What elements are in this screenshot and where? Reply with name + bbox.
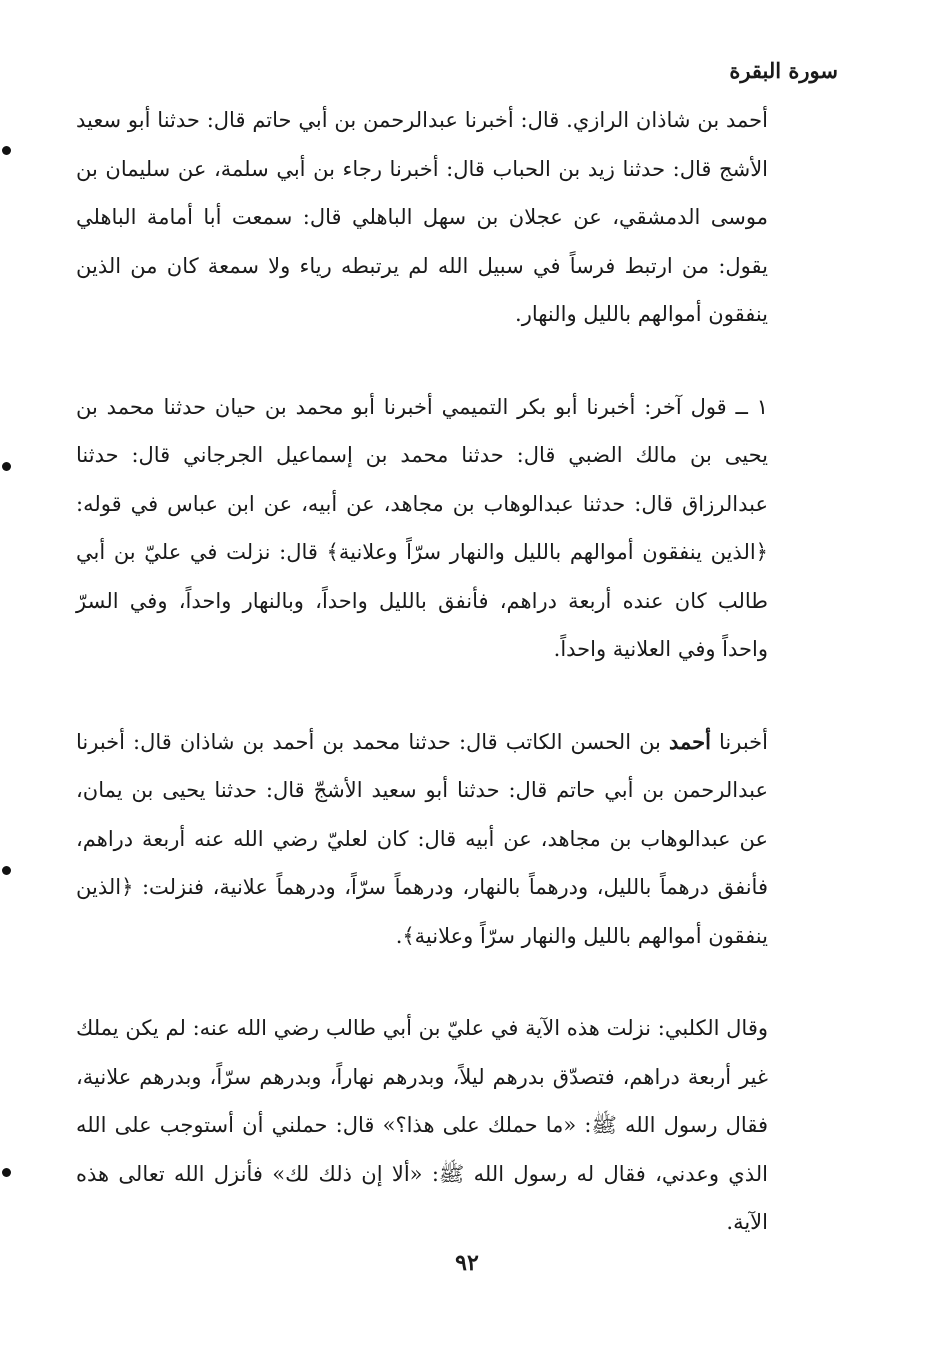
paragraph-2: ١ ــ قول آخر: أخبرنا أبو بكر التميمي أخبرنا أبو محمد بن حيان حدثنا محمد بن يحيى بن مالك الضبي قال: حدثنا محمد بن إسماعيل الجرجاني قال: حدثنا عبدالرزاق قال: حدثنا عبدالوهاب بن مجاهد، عن أبيه، عن ابن عباس في قوله: ﴿الذين ينفقون أموالهم بالليل والنهار سرّاً وعلانية﴾ قال: نزلت في عليّ بن أبي طالب كان عنده أربعة دراهم، فأنفق بالليل واحداً، وبالنهار واحداً، وفي السرّ واحداً وفي العلانية واحداً. (76, 394, 768, 661)
paragraph-3-lead: أخبرنا (719, 729, 768, 754)
page-number: ٩٢ (455, 1250, 479, 1276)
paragraph-4: وقال الكلبي: نزلت هذه الآية في عليّ بن أبي طالب رضي الله عنه: لم يكن يملك غير أربعة دراهم، فتصدّق بدرهم ليلاً، وبدرهم نهاراً، وبدرهم سرّاً، وبدرهم علانية، فقال رسول الله ﷺ: «ما حملك على هذا؟» قال: حملني أن أستوجب على الله الذي وعدني، فقال له رسول الله ﷺ: «ألا إن ذلك لك» فأنزل الله تعالى هذه الآية. (76, 1016, 769, 1234)
running-head: سورة البقرة (729, 58, 838, 83)
scan-mark (2, 462, 11, 471)
scan-mark (2, 146, 11, 155)
scan-mark (2, 1168, 11, 1177)
scan-mark (2, 866, 11, 875)
paragraph-3-text: بن الحسن الكاتب قال: حدثنا محمد بن أحمد بن شاذان قال: أخبرنا عبدالرحمن بن أبي حاتم قال: حدثنا أبو سعيد الأشجّ قال: حدثنا يحيى بن يمان، عن عبدالوهاب بن مجاهد، عن أبيه قال: كان لعليّ رضي الله عنه أربعة دراهم، فأنفق درهماً بالليل، ودرهماً بالنهار، ودرهماً سرّاً، ودرهماً علانية، فنزلت: ﴿الذين ينفقون أموالهم بالليل والنهار سرّاً وعلانية﴾. (76, 729, 768, 948)
paragraph-3-lead-bold: أحمد (668, 728, 711, 754)
body-text (76, 96, 768, 1247)
paragraph-1: أحمد بن شاذان الرازي. قال: أخبرنا عبدالرحمن بن أبي حاتم قال: حدثنا أبو سعيد الأشج قال: حدثنا زيد بن الحباب قال: أخبرنا رجاء بن أبي سلمة، عن سليمان بن موسى الدمشقي، عن عجلان بن سهل الباهلي قال: سمعت أبا أمامة الباهلي يقول: من ارتبط فرساً في سبيل الله لم يرتبطه رياء ولا سمعة كان من الذين ينفقون أموالهم بالليل والنهار. (76, 108, 768, 326)
paragraph-3 (76, 718, 768, 961)
